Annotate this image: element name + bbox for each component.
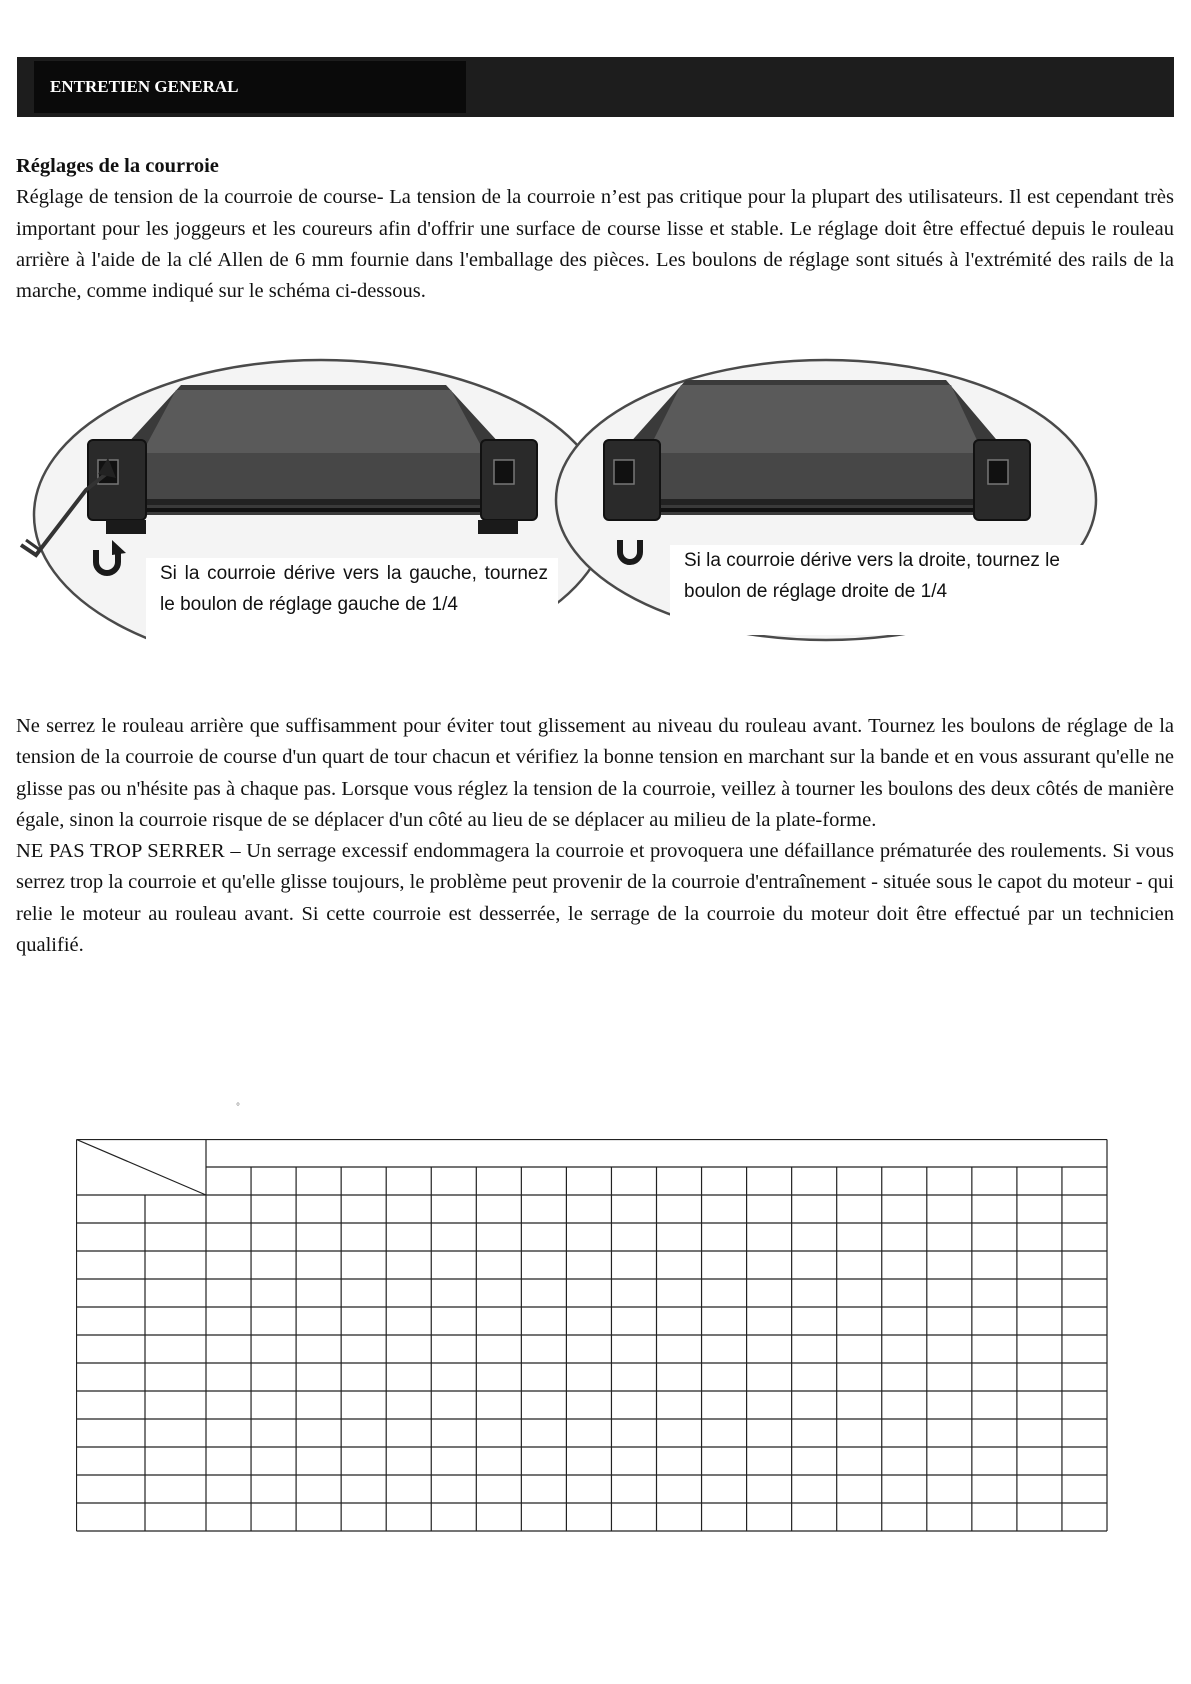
tension-paragraph: Ne serrez le rouleau arrière que suffisamment pour éviter tout glissement au niveau du rouleau avant. Tournez les boulons de réglage de la tension de la courroie de course d'un quart de tour chacun et vérifiez la bonne tension en marchant sur la bande et en vous assurant qu'elle ne glisse pas ou n'hésite pas à chaque pas. Lorsque vous réglez la tension de la courroie, veillez à tourner les boulons des deux côtés de manière égale, sinon la courroie risque de se déplacer d'un côté au lieu de se déplacer au milieu de la plate-forme. xyxy=(16,715,1174,831)
section-title: ENTRETIEN GENERAL xyxy=(34,61,466,113)
right-drift-caption: Si la courroie dérive vers la droite, tournez le boulon de réglage droite de 1/4 xyxy=(670,545,1122,635)
belt-adjustment-figure xyxy=(16,350,1166,675)
left-drift-caption: Si la courroie dérive vers la gauche, tournez le boulon de réglage gauche de 1/4 xyxy=(146,558,558,676)
table-corner-diagonal xyxy=(77,1140,207,1196)
belt-adjustment-intro: Réglage de tension de la courroie de course- La tension de la courroie n’est pas critique pour la plupart des utilisateurs. Il est cependant très important pour les joggeurs et les coureurs afin d'offrir une surface de course lisse et stable. Le réglage doit être effectué depuis le rouleau arrière à l'aide de la clé Allen de 6 mm fournie dans l'emballage des pièces. Les boulons de réglage sont situés à l'extrémité des rails de la marche, comme indiqué sur le schéma ci-dessous. xyxy=(16,186,1174,303)
overtighten-warning: NE PAS TROP SERRER – Un serrage excessif endommagera la courroie et provoquera une défaillance prématurée des roulements. Si vous serrez trop la courroie et qu'elle glisse toujours, le problème peut provenir de la courroie d'entraînement - située sous le capot du moteur - qui relie le moteur au rouleau avant. Si cette courroie est desserrée, le serrage de la courroie du moteur doit être effectué par un technicien qualifié. xyxy=(16,840,1174,957)
belt-adjustment-section xyxy=(16,151,1174,307)
belt-adjustment-heading: Réglages de la courroie xyxy=(16,155,219,177)
tension-notes-section xyxy=(16,711,1174,961)
table-marker: ° xyxy=(236,1102,240,1113)
maintenance-log-table xyxy=(76,1139,1108,1532)
section-header-bar xyxy=(17,57,1174,117)
